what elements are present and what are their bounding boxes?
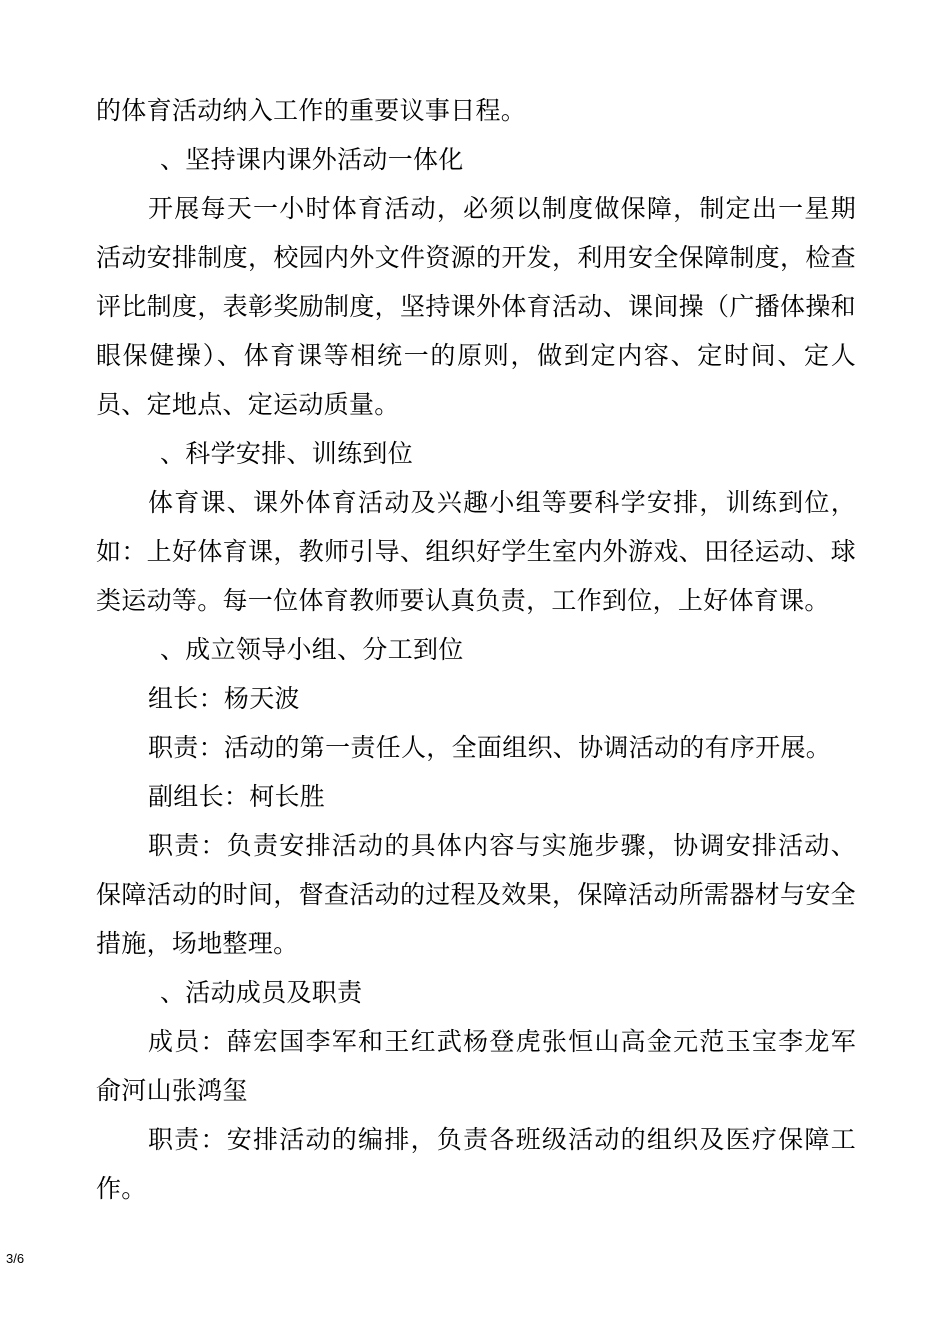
paragraph-intro-continuation: 的体育活动纳入工作的重要议事日程。 <box>96 96 527 125</box>
section-heading-integration: 、坚持课内课外活动一体化 <box>160 145 464 174</box>
page-number: 3/6 <box>6 1251 25 1266</box>
section-heading-leadership-group: 、成立领导小组、分工到位 <box>160 635 464 664</box>
paragraph-deputy-leader: 副组长：柯长胜 <box>148 782 326 811</box>
paragraph-group-leader: 组长：杨天波 <box>148 684 300 713</box>
document-body <box>96 86 856 1213</box>
paragraph-members-list: 成员：薛宏国李军和王红武杨登虎张恒山高金元范玉宝李龙军俞河山张鸿玺 <box>96 1027 856 1105</box>
paragraph-daily-activity: 开展每天一小时体育活动，必须以制度做保障，制定出一星期活动安排制度，校园内外文件资源的开发，利用安全保障制度，检查评比制度，表彰奖励制度，坚持课外体育活动、课间操（广播体操和眼保健操）、体育课等相统一的原则，做到定内容、定时间、定人员、定地点、定运动质量。 <box>96 194 856 419</box>
section-heading-scientific-arrangement: 、科学安排、训练到位 <box>160 439 414 468</box>
paragraph-members-duty: 职责：安排活动的编排，负责各班级活动的组织及医疗保障工作。 <box>96 1125 856 1203</box>
paragraph-leader-duty: 职责：活动的第一责任人，全面组织、协调活动的有序开展。 <box>148 733 832 762</box>
paragraph-deputy-duty: 职责：负责安排活动的具体内容与实施步骤，协调安排活动、保障活动的时间，督查活动的过程及效果，保障活动所需器材与安全措施，场地整理。 <box>96 831 856 958</box>
paragraph-pe-class: 体育课、课外体育活动及兴趣小组等要科学安排，训练到位，如：上好体育课，教师引导、组织好学生室内外游戏、田径运动、球类运动等。每一位体育教师要认真负责，工作到位，上好体育课。 <box>96 488 856 615</box>
section-heading-members: 、活动成员及职责 <box>160 978 363 1007</box>
